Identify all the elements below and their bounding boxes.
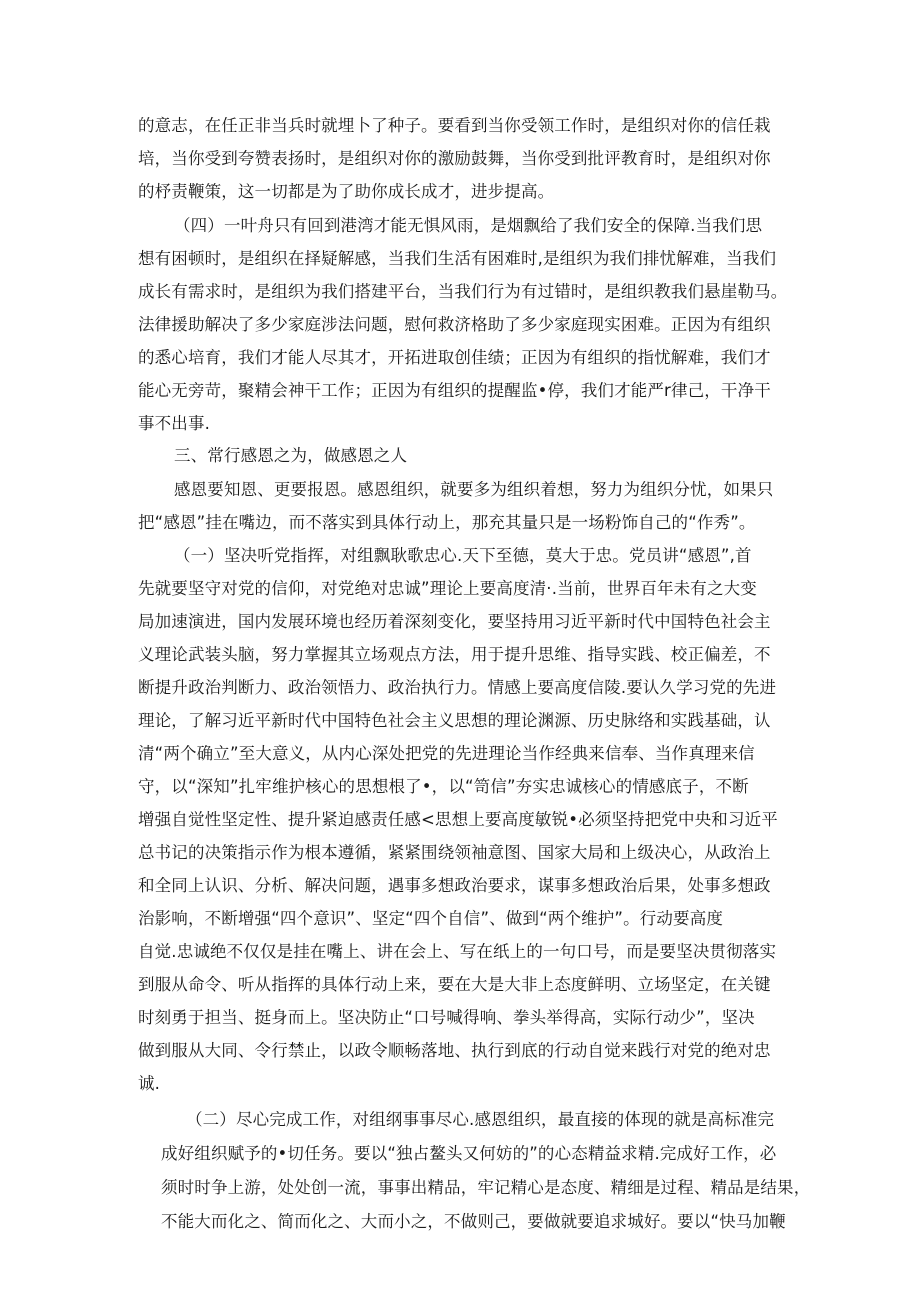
text-line: 想有困顿时，是组织在择疑解感，当我们生活有困难时,是组织为我们排忧解难，当我们 (138, 249, 777, 268)
text-line: 的悉心培育，我们才能人尽其才，开拓进取创佳绩；正因为有组织的指忧解难，我们才 (138, 348, 771, 367)
text-line: 能心无旁苛，聚精会神干工作；正因为有组织的提醒监•停，我们才能严r律己，干净干 (138, 381, 771, 400)
text-line: 把“感恩”挂在嘴边，而不落实到具体行动上，那充其量只是一场粉饰自己的“作秀”。 (138, 513, 756, 532)
paragraph-first-line: （一）坚决听党指挥，对组飘耿歌忠心.天下至德，莫大于忠。党员讲“感恩”,首 (174, 546, 752, 565)
text-line: 成好组织赋予的•切任务。要以“独占鳌头又何妨的”的心态精益求精.完成好工作，必 (161, 1144, 777, 1163)
text-line: 诚. (138, 1074, 161, 1093)
text-line: 守，以“深知”扎牢维护核心的思想根了•，以“笥信”夯实忠诚核心的情感底子，不断 (138, 777, 749, 796)
text-line: 断提升政治判断力、政治领悟力、政治执行力。情感上要高度信陵.要认久学习党的先进 (138, 678, 777, 697)
text-line: 自觉.忠诚绝不仅仅是挂在嘴上、讲在会上、写在纸上的一句口号，而是要坚决贯彻落实 (138, 942, 777, 961)
text-line: 法律援助解决了多少家庭涉法问题，慰何救济格助了多少家庭现实困难。正因为有组织 (138, 315, 771, 334)
text-line: 成长有需求时，是组织为我们搭建平台，当我们行为有过错时，是组织教我们悬崖勒马。 (138, 282, 788, 301)
text-line: 须时时争上游，处处创一流，事事出精品，牢记精心是态度、精细是过程、精品是结果， (161, 1178, 811, 1197)
text-line: 义理论武装头脑，努力掌握其立场观点方法，用于提升思维、指导实践、校正偏差，不 (138, 645, 771, 664)
text-line: 不能大而化之、简而化之、大而小之，不做则己，要做就要追求城好。要以“快马加鞭 (161, 1212, 786, 1231)
paragraph-first-line: （四）一叶舟只有回到港湾才能无惧风雨，是烟飘给了我们安全的保障.当我们思 (174, 216, 763, 235)
text-line: 局加速演进，国内发展环境也经历着深刻变化，要坚持用习近平新时代中国特色社会主 (138, 612, 771, 631)
text-line: 理论，了解习近平新时代中国特色社会主义思想的理论渊源、历史脉络和实践基础，认 (138, 711, 771, 730)
text-line: 清“两个确立”至大意义，从内心深处把党的先进理论当作经典来信奉、当作真理来信 (138, 744, 755, 763)
paragraph-first-line: 感恩要知恩、更要报恩。感恩组织，就要多为组织着想，努力为组织分忧，如果只 (174, 480, 774, 499)
text-line: 事不出事. (138, 414, 210, 433)
text-line: 培，当你受到夸赞表扬时，是组织对你的激励鼓舞，当你受到批评教育时，是组织对你 (138, 149, 771, 168)
text-line: 和全同上认识、分析、解决问题，遇事多想政治要求，谋事多想政治后果，处事多想政 (138, 876, 771, 895)
text-line: 的杼责鞭策，这一切都是为了助你成长成才，进步提高。 (138, 182, 555, 201)
section-heading: 三、常行感恩之为，做感恩之人 (174, 446, 408, 465)
text-line: 增强自觉性坚定性、提升紧迫感责任感<思想上要高度敏锐•必须坚持把党中央和习近平 (138, 810, 778, 829)
text-line: 时刻勇于担当、挺身而上。坚决防止“口号喊得响、拳头举得高，实际行动少”，坚决 (138, 1008, 755, 1027)
text-line: 做到服从大同、令行禁止，以政令顺畅落地、执行到底的行动自觉来践行对党的绝对忠 (138, 1041, 771, 1060)
text-line: 治影响，不断增强“四个意识”、坚定“四个自信”、做到“两个维护”。行动要高度 (138, 909, 723, 928)
text-line: 总书记的决策指示作为根本遵循，紧紧围绕领袖意图、国家大局和上级决心，从政治上 (138, 843, 771, 862)
text-line: 到服从命令、听从指挥的具体行动上来，要在大是大非上态度鲜明、立场坚定，在关键 (138, 975, 771, 994)
paragraph-first-line: （二）尽心完成工作，对组纲事事尽心.感恩组织，最直接的体现的就是高标准完 (186, 1110, 775, 1129)
text-line: 的意志，在任正非当兵时就埋卜了种子。要看到当你受领工作时，是组织对你的信任栽 (138, 116, 771, 135)
text-line: 先就要坚守对党的信仰，对党绝对忠诚”理论上要高度清·.当前，世界百年未有之大变 (138, 579, 757, 598)
